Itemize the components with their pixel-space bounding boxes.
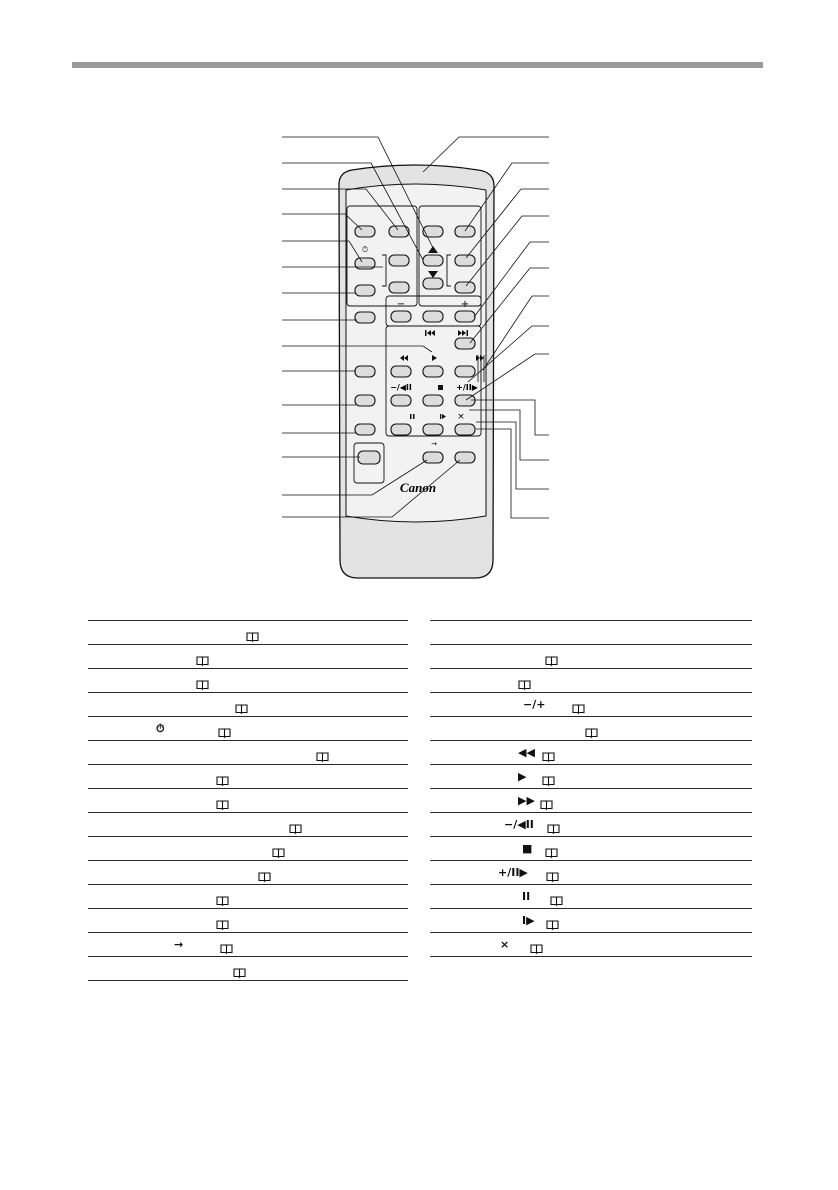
table-row — [88, 668, 408, 692]
top-button-4[interactable] — [455, 226, 475, 237]
book-reference-icon — [542, 747, 555, 757]
top-button-3[interactable] — [423, 226, 443, 237]
nav-down-button[interactable] — [423, 278, 443, 289]
x2-button[interactable] — [455, 424, 475, 435]
book-reference-icon — [546, 915, 559, 925]
table-row — [430, 884, 752, 908]
book-reference-icon — [546, 867, 559, 877]
table-row — [88, 644, 408, 668]
fast-forward-button[interactable] — [455, 366, 475, 377]
book-reference-icon — [585, 723, 598, 733]
row-symbol: ◀◀ — [518, 746, 535, 759]
book-reference-icon — [545, 651, 558, 661]
row-symbol: ▶▶ — [518, 794, 535, 807]
table-row — [88, 740, 408, 764]
left-button-3[interactable] — [355, 285, 375, 296]
book-reference-icon — [196, 651, 209, 661]
book-reference-icon — [233, 963, 246, 973]
row-symbol: ■ — [522, 842, 533, 855]
table-row — [88, 836, 408, 860]
table-row — [430, 860, 752, 884]
row-symbol: → — [174, 938, 184, 951]
book-reference-icon — [216, 915, 229, 925]
table-row — [88, 764, 408, 788]
rewind-button[interactable] — [391, 366, 411, 377]
table-row — [430, 644, 752, 668]
stop-icon — [438, 385, 443, 390]
table-row — [430, 812, 752, 836]
play-button[interactable] — [423, 366, 443, 377]
minus-button[interactable] — [391, 311, 411, 322]
plus-button[interactable] — [455, 311, 475, 322]
table-row — [88, 884, 408, 908]
left-button-5[interactable] — [355, 366, 375, 377]
table-row — [430, 932, 752, 957]
slow-forward-button[interactable] — [455, 395, 475, 406]
arrow-button[interactable] — [423, 452, 443, 463]
row-symbol: ⏱ — [156, 722, 165, 735]
skip-buttons[interactable] — [455, 338, 475, 349]
table-row — [430, 740, 752, 764]
left-button-7[interactable] — [355, 424, 375, 435]
book-reference-icon — [220, 939, 233, 949]
book-reference-icon — [216, 891, 229, 901]
book-reference-icon — [258, 867, 271, 877]
slow-back-label: −/◀II — [390, 383, 412, 392]
table-row — [430, 764, 752, 788]
self-timer-icon: ⏱ — [361, 245, 369, 254]
book-reference-icon — [518, 675, 531, 685]
row-symbol: −/◀II — [504, 818, 534, 831]
book-reference-icon — [216, 795, 229, 805]
slow-fwd-label: +/II▶ — [456, 383, 478, 392]
brand-logo: Canon — [399, 480, 437, 495]
row-symbol: +/II▶ — [498, 866, 528, 879]
book-reference-icon — [289, 819, 302, 829]
table-row — [430, 668, 752, 692]
left-reference-table — [88, 620, 408, 981]
book-reference-icon — [218, 723, 231, 733]
table-row — [88, 956, 408, 981]
menu-button-2[interactable] — [389, 282, 409, 293]
table-row — [430, 788, 752, 812]
book-reference-icon — [235, 699, 248, 709]
left-button-6[interactable] — [355, 395, 375, 406]
book-reference-icon — [540, 795, 553, 805]
plus-label: + — [460, 299, 470, 310]
table-row — [88, 716, 408, 740]
table-row — [88, 620, 408, 644]
stop-button[interactable] — [423, 395, 443, 406]
book-reference-icon — [530, 939, 543, 949]
row-symbol: ▶ — [518, 770, 527, 783]
book-reference-icon — [547, 819, 560, 829]
table-row — [88, 908, 408, 932]
book-reference-icon — [542, 771, 555, 781]
menu-button-1[interactable] — [389, 255, 409, 266]
table-row — [430, 716, 752, 740]
table-row — [88, 860, 408, 884]
book-reference-icon — [572, 699, 585, 709]
table-row — [430, 620, 752, 644]
table-row — [88, 788, 408, 812]
left-button-4[interactable] — [355, 312, 375, 323]
row-symbol: I▶ — [522, 914, 535, 927]
table-row — [88, 692, 408, 716]
book-reference-icon — [316, 747, 329, 757]
table-row — [430, 692, 752, 716]
row-symbol: × — [500, 938, 510, 951]
arrow-label: → — [431, 440, 437, 448]
middle-button[interactable] — [423, 311, 443, 322]
table-row — [430, 908, 752, 932]
book-reference-icon — [196, 675, 209, 685]
book-reference-icon — [246, 627, 259, 637]
table-row — [88, 812, 408, 836]
book-reference-icon — [272, 843, 285, 853]
left-large-button[interactable] — [358, 451, 380, 464]
table-row — [88, 932, 408, 956]
times-icon: × — [457, 412, 465, 422]
book-reference-icon — [545, 843, 558, 853]
book-reference-icon — [216, 771, 229, 781]
right-button-2[interactable] — [455, 255, 475, 266]
right-reference-table — [430, 620, 752, 957]
slow-back-button[interactable] — [391, 395, 411, 406]
start-stop-button[interactable] — [355, 226, 375, 237]
table-row — [430, 836, 752, 860]
row-symbol: II — [522, 890, 531, 903]
right-button-3[interactable] — [455, 282, 475, 293]
row-symbol: −/+ — [523, 698, 546, 711]
nav-up-button[interactable] — [423, 255, 443, 266]
minus-label: − — [396, 299, 406, 310]
book-reference-icon — [550, 891, 563, 901]
pause-button[interactable] — [391, 424, 411, 435]
slow-button[interactable] — [423, 424, 443, 435]
